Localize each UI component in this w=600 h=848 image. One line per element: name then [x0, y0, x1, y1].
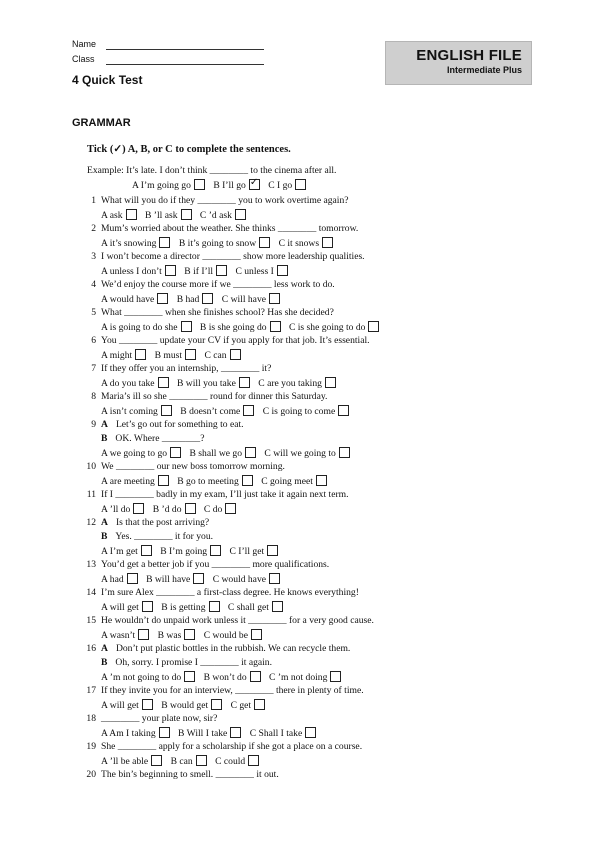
answer-checkbox[interactable] — [330, 671, 341, 682]
answer-options — [101, 377, 342, 390]
answer-options — [101, 699, 271, 712]
question-number: 17 — [86, 685, 96, 696]
question-text: ________ your plate now, sir? — [101, 713, 218, 724]
answer-checkbox[interactable] — [211, 699, 222, 710]
question-text: If I ________ badly in my exam, I’ll just take it again next term. — [101, 489, 349, 500]
option-label: B if I’ll — [184, 266, 214, 277]
answer-checkbox[interactable] — [158, 475, 169, 486]
option-label: C would have — [212, 574, 266, 585]
option-label: B can — [170, 756, 193, 767]
option-label: C get — [230, 700, 252, 711]
option-label: A will get — [101, 700, 139, 711]
option-label: C going meet — [261, 476, 313, 487]
answer-checkbox[interactable] — [267, 545, 278, 556]
answer-checkbox[interactable] — [251, 629, 262, 640]
question-text: I won’t become a director ________ show more leadership qualities. — [101, 251, 365, 262]
question-number: 19 — [86, 741, 96, 752]
option-label: A ’m not going to do — [101, 672, 182, 683]
answer-checkbox[interactable] — [259, 237, 270, 248]
question-number: 5 — [91, 307, 96, 318]
option-label: A would have — [101, 294, 155, 305]
answer-checkbox[interactable] — [338, 405, 349, 416]
answer-options — [101, 237, 339, 250]
answer-checkbox[interactable] — [159, 237, 170, 248]
option-label: A had — [101, 574, 124, 585]
option-label: B had — [176, 294, 200, 305]
question-text — [101, 657, 272, 669]
instruction: Tick (✓) A, B, or C to complete the sentences. — [87, 144, 291, 155]
answer-checkbox[interactable] — [202, 293, 213, 304]
question-text: If they offer you an internship, ________ it? — [101, 363, 272, 374]
answer-checkbox[interactable] — [184, 671, 195, 682]
option-label: B was — [157, 630, 182, 641]
answer-checkbox[interactable] — [254, 699, 265, 710]
answer-options — [101, 265, 294, 278]
answer-checkbox[interactable] — [270, 321, 281, 332]
option-label: B would get — [161, 700, 209, 711]
example-checkbox-c[interactable] — [295, 179, 306, 190]
answer-checkbox[interactable] — [161, 405, 172, 416]
answer-checkbox[interactable] — [159, 727, 170, 738]
option-label: A ’ll do — [101, 504, 131, 515]
class-field[interactable] — [106, 64, 264, 65]
answer-checkbox[interactable] — [243, 405, 254, 416]
answer-options — [101, 755, 265, 768]
example-option-b: B I’ll go — [213, 180, 246, 191]
answer-checkbox[interactable] — [269, 573, 280, 584]
option-label: C are you taking — [258, 378, 322, 389]
answer-checkbox[interactable] — [142, 601, 153, 612]
answer-options — [101, 405, 355, 418]
option-label: C ’d ask — [199, 210, 232, 221]
speaker-line: OK. Where ________? — [115, 433, 205, 444]
example-prompt: Example: It’s late. I don’t think ________ to the cinema after all. — [87, 165, 337, 176]
answer-options — [101, 671, 347, 684]
option-label: A it’s snowing — [101, 238, 157, 249]
answer-options — [101, 573, 286, 586]
question-number: 10 — [86, 461, 96, 472]
option-label: B go to meeting — [177, 476, 239, 487]
question-number: 14 — [86, 587, 96, 598]
answer-checkbox[interactable] — [230, 727, 241, 738]
answer-options — [101, 727, 322, 740]
option-label: A I’m get — [101, 546, 138, 557]
answer-checkbox[interactable] — [141, 545, 152, 556]
answer-options — [101, 349, 247, 362]
answer-checkbox[interactable] — [277, 265, 288, 276]
class-label: Class — [72, 54, 95, 64]
speaker-line: Is that the post arriving? — [115, 517, 210, 528]
answer-checkbox[interactable] — [185, 349, 196, 360]
answer-options — [101, 293, 286, 306]
answer-checkbox[interactable] — [322, 237, 333, 248]
option-label: B is getting — [161, 602, 206, 613]
answer-options — [101, 601, 289, 614]
option-label: A unless I don’t — [101, 266, 162, 277]
option-label: A might — [101, 350, 133, 361]
answer-options — [101, 503, 242, 516]
question-text: Mum’s worried about the weather. She thinks ________ tomorrow. — [101, 223, 359, 234]
option-label: A is going to do she — [101, 322, 178, 333]
option-label: C I’ll get — [229, 546, 265, 557]
option-label: B ’ll ask — [145, 210, 178, 221]
option-label: C ’m not doing — [269, 672, 328, 683]
speaker-line: Don’t put plastic bottles in the rubbish. We can recycle them. — [115, 643, 351, 654]
question-number: 15 — [86, 615, 96, 626]
option-label: A Am I taking — [101, 728, 156, 739]
answer-options — [101, 629, 268, 642]
brand-sub-text: Intermediate Plus — [446, 65, 522, 75]
example-checkbox-a[interactable] — [194, 179, 205, 190]
answer-options — [101, 447, 356, 460]
answer-checkbox[interactable] — [209, 601, 220, 612]
answer-checkbox[interactable] — [210, 545, 221, 556]
answer-checkbox[interactable] — [368, 321, 379, 332]
question-number: 12 — [86, 517, 96, 528]
answer-checkbox[interactable] — [151, 755, 162, 766]
option-label: B won’t do — [203, 672, 247, 683]
option-label: B doesn’t come — [180, 406, 241, 417]
option-label: A will get — [101, 602, 139, 613]
question-number: 8 — [91, 391, 96, 402]
question-text: What will you do if they ________ you to work overtime again? — [101, 195, 349, 206]
speaker-label: B — [101, 657, 108, 668]
answer-checkbox[interactable] — [158, 377, 169, 388]
question-text: The bin’s beginning to smell. ________ it out. — [101, 769, 279, 780]
question-text: If they invite you for an interview, ________ there in plenty of time. — [101, 685, 364, 696]
answer-checkbox[interactable] — [269, 293, 280, 304]
answer-options — [101, 475, 333, 488]
question-number: 6 — [91, 335, 96, 346]
question-number: 9 — [91, 419, 96, 430]
option-label: C unless I — [235, 266, 274, 277]
question-text: What ________ when she finishes school? Has she decided? — [101, 307, 334, 318]
option-label: C can — [204, 350, 227, 361]
speaker-line: Yes. ________ it for you. — [115, 531, 214, 542]
answer-checkbox[interactable] — [316, 475, 327, 486]
answer-checkbox[interactable] — [230, 349, 241, 360]
name-label: Name — [72, 39, 97, 49]
answer-checkbox[interactable] — [248, 755, 259, 766]
option-label: B ’d do — [152, 504, 182, 515]
option-label: C is she going to do — [288, 322, 366, 333]
answer-checkbox[interactable] — [185, 503, 196, 514]
question-text: Maria’s ill so she ________ round for dinner this Saturday. — [101, 391, 328, 402]
brand-main-text: ENGLISH FILE — [416, 47, 522, 64]
option-label: C shall get — [227, 602, 269, 613]
question-number: 2 — [91, 223, 96, 234]
answer-checkbox[interactable] — [325, 377, 336, 388]
question-text: She ________ apply for a scholarship if she got a place on a course. — [101, 741, 363, 752]
page-title: 4 Quick Test — [72, 73, 143, 87]
answer-checkbox[interactable] — [184, 629, 195, 640]
question-number: 13 — [86, 559, 96, 570]
option-label: A wasn’t — [101, 630, 136, 641]
option-label: A ’ll be able — [101, 756, 149, 767]
speaker-label: B — [101, 433, 108, 444]
option-label: B it’s going to snow — [178, 238, 257, 249]
question-text — [101, 419, 244, 431]
answer-checkbox[interactable] — [242, 475, 253, 486]
option-label: B will have — [146, 574, 191, 585]
question-number: 20 — [86, 769, 96, 780]
option-label: A ask — [101, 210, 123, 221]
question-number: 1 — [91, 195, 96, 206]
answer-checkbox[interactable] — [193, 573, 204, 584]
answer-checkbox[interactable] — [245, 447, 256, 458]
speaker-label: A — [101, 643, 108, 654]
question-text: We ________ our new boss tomorrow morning. — [101, 461, 285, 472]
speaker-label: A — [101, 517, 108, 528]
question-text — [101, 517, 209, 529]
option-label: C will have — [221, 294, 266, 305]
question-text — [101, 643, 350, 655]
option-label: A do you take — [101, 378, 155, 389]
option-label: A are meeting — [101, 476, 155, 487]
speaker-line: Oh, sorry. I promise I ________ it again. — [115, 657, 272, 668]
question-number: 3 — [91, 251, 96, 262]
question-number: 4 — [91, 279, 96, 290]
example-checkbox-b[interactable] — [249, 179, 260, 190]
answer-checkbox[interactable] — [235, 209, 246, 220]
answer-checkbox[interactable] — [126, 209, 137, 220]
option-label: B Will I take — [178, 728, 228, 739]
example-option-c: C I go — [268, 180, 293, 191]
option-label: B shall we go — [189, 448, 242, 459]
answer-checkbox[interactable] — [157, 293, 168, 304]
answer-checkbox[interactable] — [305, 727, 316, 738]
section-heading: GRAMMAR — [72, 117, 131, 129]
option-label: C is going to come — [262, 406, 336, 417]
answer-checkbox[interactable] — [181, 209, 192, 220]
option-label: C would be — [203, 630, 248, 641]
question-text — [101, 433, 204, 445]
answer-checkbox[interactable] — [135, 349, 146, 360]
option-label: B is she going do — [199, 322, 267, 333]
question-text: You’d get a better job if you ________ more qualifications. — [101, 559, 330, 570]
name-field[interactable] — [106, 49, 264, 50]
speaker-label: A — [101, 419, 108, 430]
option-label: C it snows — [278, 238, 320, 249]
question-number: 18 — [86, 713, 96, 724]
tick-icon: ✓ — [249, 177, 259, 188]
option-label: B will you take — [176, 378, 236, 389]
question-text — [101, 531, 213, 543]
answer-checkbox[interactable] — [181, 321, 192, 332]
option-label: C will we going to — [264, 448, 336, 459]
answer-checkbox[interactable] — [138, 629, 149, 640]
answer-checkbox[interactable] — [165, 265, 176, 276]
option-label: C do — [203, 504, 223, 515]
question-text: You ________ update your CV if you apply for that job. It’s essential. — [101, 335, 370, 346]
answer-checkbox[interactable] — [196, 755, 207, 766]
answer-checkbox[interactable] — [250, 671, 261, 682]
answer-checkbox[interactable] — [225, 503, 236, 514]
option-label: C could — [215, 756, 246, 767]
answer-checkbox[interactable] — [127, 573, 138, 584]
answer-checkbox[interactable] — [272, 601, 283, 612]
question-number: 11 — [86, 489, 96, 500]
answer-checkbox[interactable] — [133, 503, 144, 514]
speaker-line: Let’s go out for something to eat. — [115, 419, 244, 430]
question-text: He wouldn’t do unpaid work unless it ________ for a very good cause. — [101, 615, 374, 626]
question-text: I’m sure Alex ________ a first-class degree. He knows everything! — [101, 587, 359, 598]
option-label: C Shall I take — [249, 728, 303, 739]
answer-checkbox[interactable] — [170, 447, 181, 458]
answer-checkbox[interactable] — [339, 447, 350, 458]
question-number: 7 — [91, 363, 96, 374]
example-options — [132, 179, 312, 192]
option-label: B must — [154, 350, 183, 361]
answer-options — [101, 209, 252, 222]
brand-logo — [385, 41, 532, 85]
question-text: We’d enjoy the course more if we ________ less work to do. — [101, 279, 335, 290]
option-label: B I’m going — [160, 546, 208, 557]
answer-checkbox[interactable] — [216, 265, 227, 276]
answer-options — [101, 545, 284, 558]
answer-checkbox[interactable] — [239, 377, 250, 388]
answer-checkbox[interactable] — [142, 699, 153, 710]
example-option-a: A I’m going go — [132, 180, 191, 191]
speaker-label: B — [101, 531, 108, 542]
option-label: A isn’t coming — [101, 406, 158, 417]
option-label: A we going to go — [101, 448, 168, 459]
answer-options — [101, 321, 385, 334]
question-number: 16 — [86, 643, 96, 654]
